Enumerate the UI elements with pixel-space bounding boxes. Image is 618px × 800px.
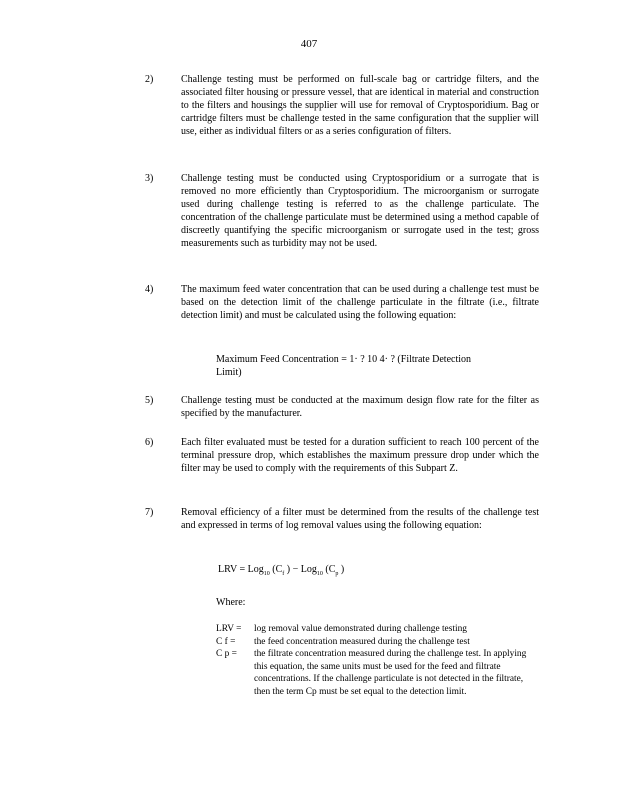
- definition-row: [216, 623, 536, 636]
- lrv-end: ): [340, 564, 345, 575]
- definition-term: LRV =: [216, 624, 242, 634]
- item-text: Challenge testing must be performed on full-scale bag or cartridge filters, and the associated filter housing or pressure vessel, that are identical in material and construction to the filters and housings the supplier will use for removal of Cryptosporidium. Bag or cartridge filters must be challenge tested in the same configuration that the supplier will use, either as individual filters or as a series configuration of filters.: [181, 74, 539, 137]
- definitions: [216, 623, 536, 698]
- definition-text: the feed concentration measured during the challenge test: [254, 636, 470, 647]
- item-text: Removal efficiency of a filter must be determined from the results of the challenge test and expressed in terms of log removal values using the following equation:: [181, 507, 539, 531]
- definition-row: [216, 636, 536, 649]
- lrv-cf: (C: [272, 564, 283, 575]
- definition-text: log removal value demonstrated during challenge testing: [254, 624, 467, 634]
- lrv-base: 10: [316, 571, 323, 577]
- item-text: Challenge testing must be conducted using Cryptosporidium or a surrogate that is removed no more efficiently than Cryptosporidium. The microorganism or surrogate used during challenge testing is referred to as the challenge particulate. The concentration of the challenge particulate must be determined using a method capable of discreetly quantifying the specific microorganism or surrogate used in the test; gross measurements such as turbidity may not be used.: [181, 173, 539, 249]
- item-text: The maximum feed water concentration that can be used during a challenge test must be based on the detection limit of the challenge particulate in the filtrate (i.e., filtrate detection limit) and must be calculated using the following equation:: [181, 284, 539, 321]
- item-number: 6): [145, 437, 154, 448]
- where-label: Where:: [216, 597, 246, 608]
- lrv-lhs: LRV = Log: [218, 564, 264, 575]
- item-number: 2): [145, 74, 154, 85]
- definition-term: C f =: [216, 636, 236, 647]
- item-number: 3): [145, 173, 154, 184]
- lrv-base: 10: [263, 571, 270, 577]
- equation-line: Limit): [216, 367, 242, 378]
- equation-lrv: [218, 563, 344, 581]
- definition-text: the filtrate concentration measured during the challenge test. In applying this equation, the same units must be used for the feed and filtrate concentrations. If the challenge particulate is not detected in the filtrate, then the term Cp must be set equal to the detection limit.: [254, 649, 527, 697]
- item-number: 5): [145, 395, 154, 406]
- lrv-cp-sub: p: [335, 571, 339, 577]
- item-number: 4): [145, 284, 154, 295]
- definition-term: C p =: [216, 649, 237, 659]
- page-number: 407: [300, 38, 318, 50]
- definition-row: [216, 648, 536, 698]
- item-number: 7): [145, 507, 154, 518]
- equation-line: Maximum Feed Concentration = 1· ? 10 4· ? (Filtrate Detection: [216, 354, 472, 365]
- lrv-cp: (C: [325, 564, 336, 575]
- item-text: Each filter evaluated must be tested for a duration sufficient to reach 100 percent of the terminal pressure drop, which establishes the maximum pressure drop under which the filter may be used to comply with the requirements of this Subpart Z.: [181, 437, 539, 474]
- lrv-mid: ) − Log: [286, 564, 317, 575]
- equation-max-feed: [216, 353, 536, 379]
- item-text: Challenge testing must be conducted at the maximum design flow rate for the filter as specified by the manufacturer.: [181, 395, 539, 419]
- lrv-cf-sub: f: [282, 571, 285, 577]
